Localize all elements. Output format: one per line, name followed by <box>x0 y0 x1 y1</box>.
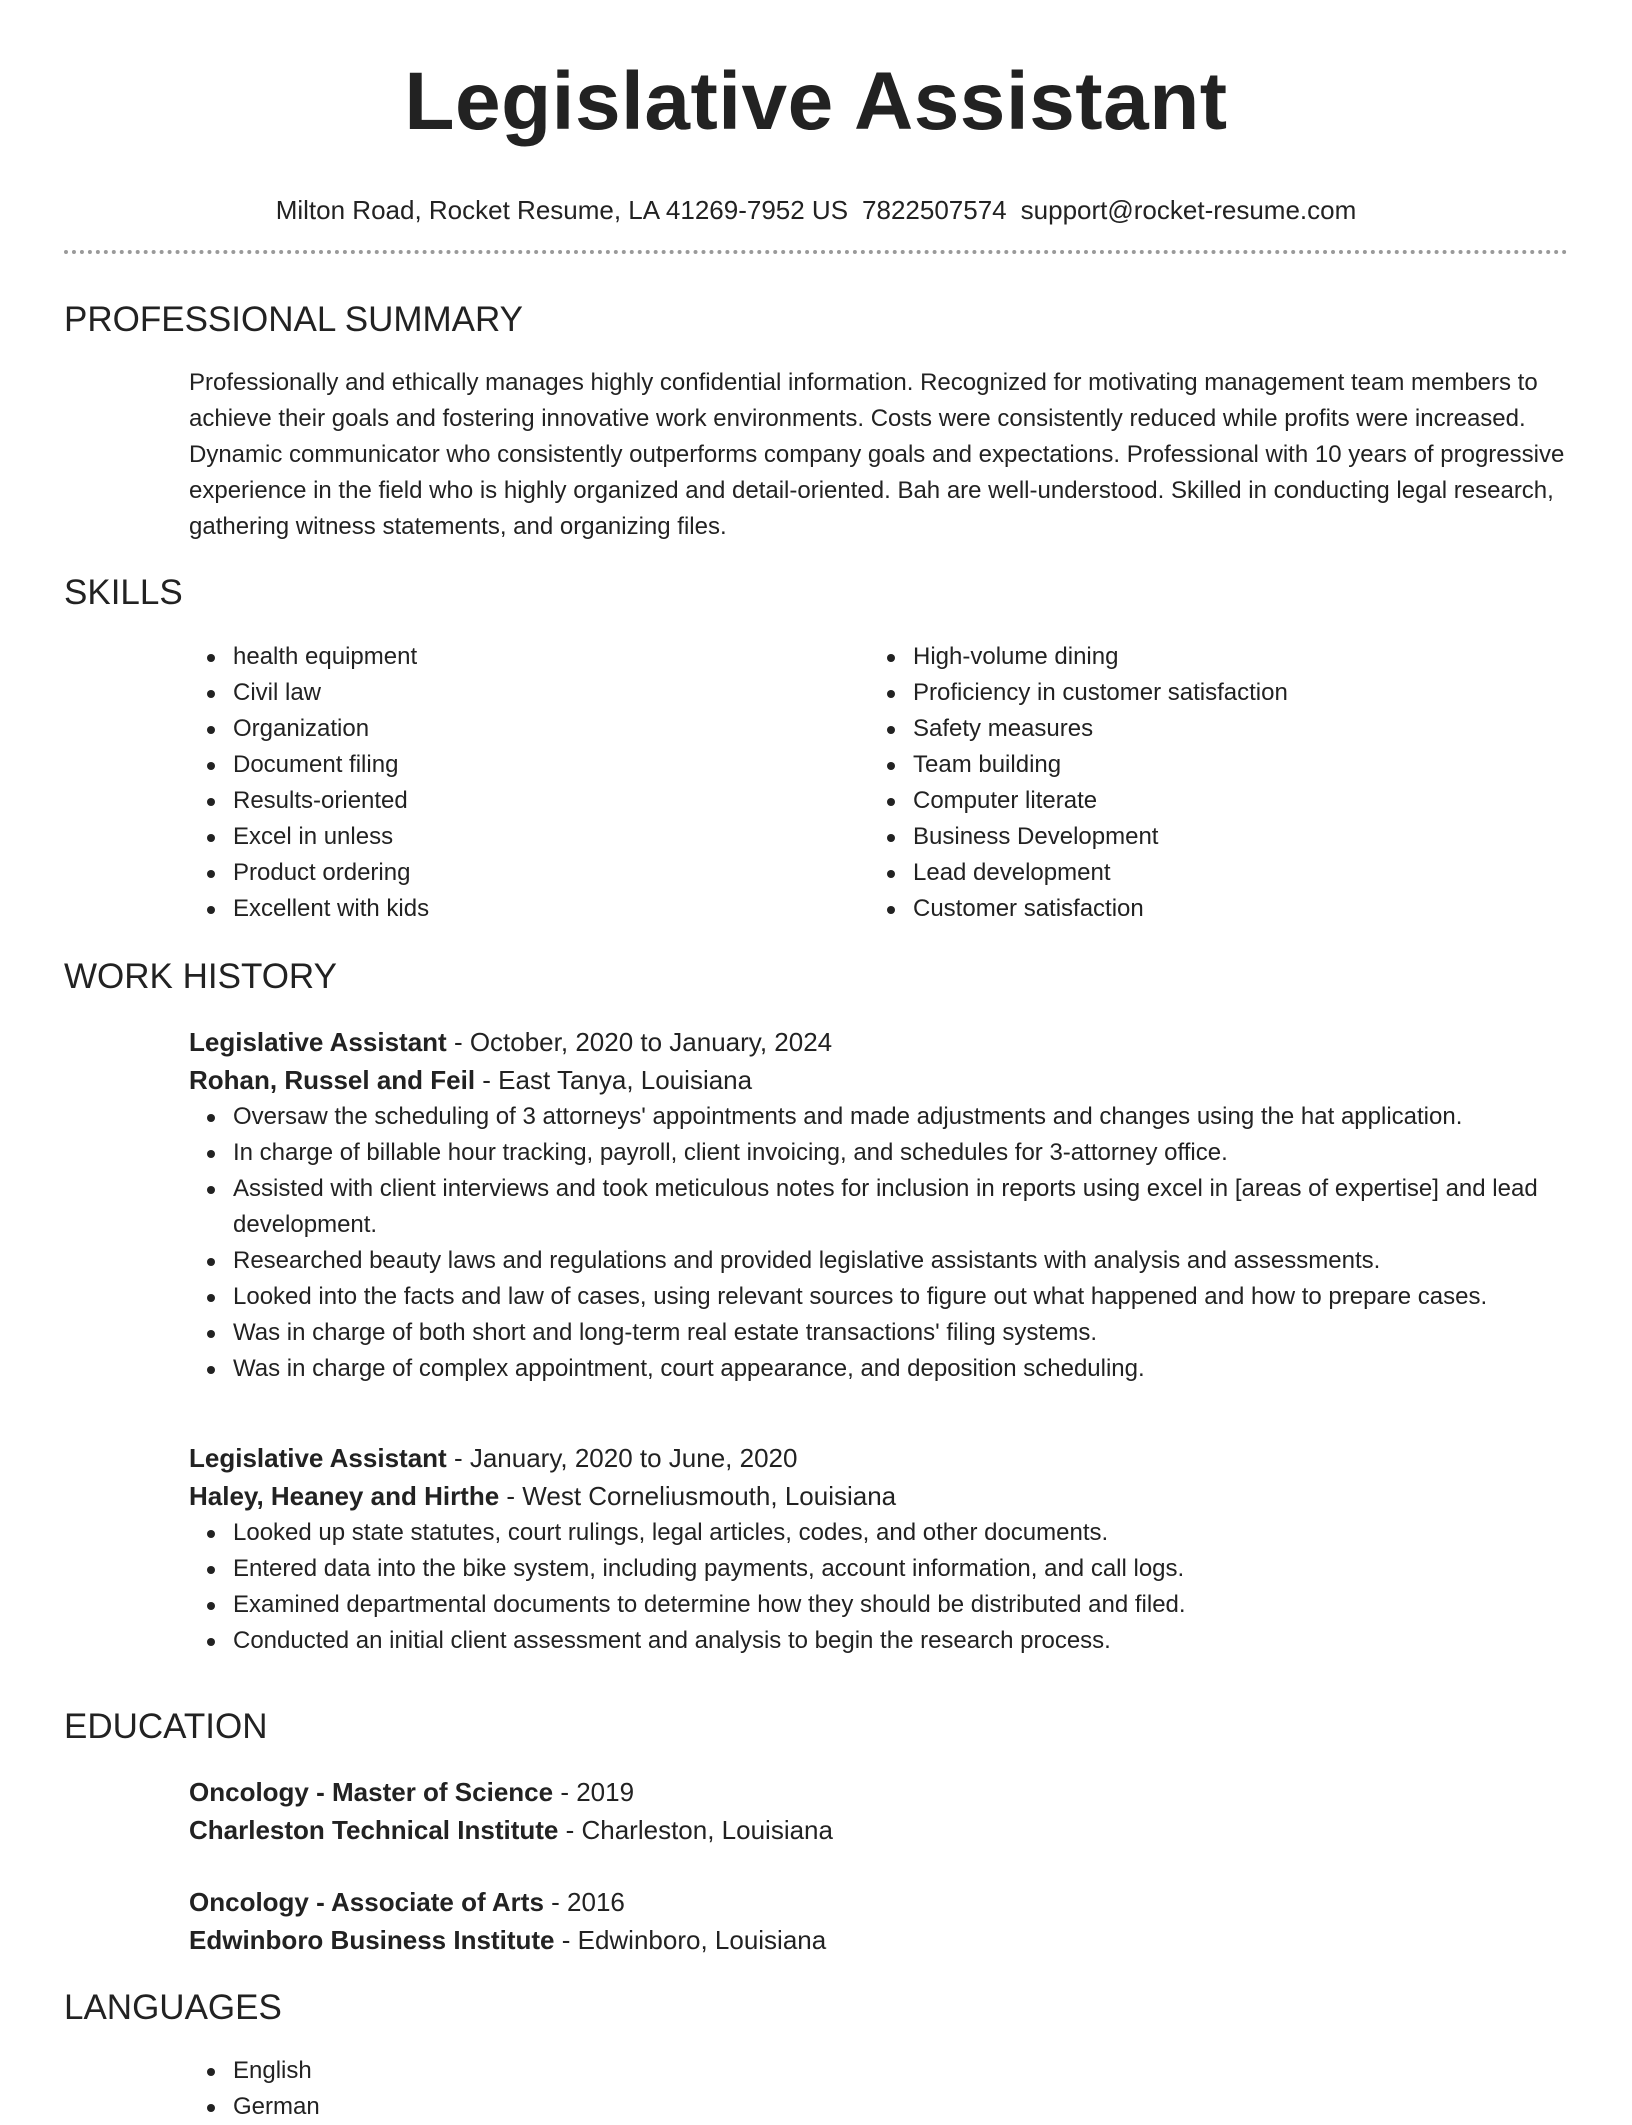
contact-line <box>64 194 1568 226</box>
skill-item: Safety measures <box>913 711 1509 747</box>
job-duty-item: Assisted with client interviews and took meticulous notes for inclusion in reports using excel in [areas of expertise] and lead development. <box>233 1171 1569 1243</box>
job-duty-item: Researched beauty laws and regulations and provided legislative assistants with analysis and assessments. <box>233 1243 1569 1279</box>
skills-column-left <box>189 639 829 927</box>
skill-item: Proficiency in customer satisfaction <box>913 675 1509 711</box>
school-location: - Charleston, Louisiana <box>565 1815 833 1845</box>
education-heading: EDUCATION <box>64 1707 268 1746</box>
job-location: - East Tanya, Louisiana <box>482 1065 753 1095</box>
school: Charleston Technical Institute <box>189 1815 559 1845</box>
job-company-line <box>189 1477 1569 1515</box>
skill-item: High-volume dining <box>913 639 1509 675</box>
school: Edwinboro Business Institute <box>189 1925 555 1955</box>
job-duties <box>189 1099 1569 1387</box>
job-company-line <box>189 1061 1569 1099</box>
job-title: Legislative Assistant <box>189 1443 447 1473</box>
summary-heading: PROFESSIONAL SUMMARY <box>64 300 523 339</box>
school-line <box>189 1921 1569 1959</box>
job-location: - West Corneliusmouth, Louisiana <box>506 1481 897 1511</box>
school-line <box>189 1811 1569 1849</box>
skill-item: Civil law <box>233 675 829 711</box>
job-dates: - October, 2020 to January, 2024 <box>453 1027 833 1057</box>
degree-year: - 2016 <box>551 1887 625 1917</box>
skill-item: Organization <box>233 711 829 747</box>
degree-line <box>189 1773 1569 1811</box>
job-entry <box>189 1023 1569 1387</box>
contact-email: support@rocket-resume.com <box>1020 195 1357 225</box>
job-duty-item: Oversaw the scheduling of 3 attorneys' appointments and made adjustments and changes using the hat application. <box>233 1099 1569 1135</box>
work-history-heading: WORK HISTORY <box>64 957 337 996</box>
education-entry <box>189 1773 1569 1849</box>
header-divider <box>64 250 1568 254</box>
skills-heading: SKILLS <box>64 573 183 612</box>
degree: Oncology - Master of Science <box>189 1777 554 1807</box>
job-duty-item: In charge of billable hour tracking, payroll, client invoicing, and schedules for 3-attorney office. <box>233 1135 1569 1171</box>
job-duties <box>189 1515 1569 1659</box>
contact-phone: 7822507574 <box>862 195 1007 225</box>
skills-column-right <box>869 639 1509 927</box>
skill-item: Product ordering <box>233 855 829 891</box>
school-location: - Edwinboro, Louisiana <box>561 1925 827 1955</box>
skill-item: Team building <box>913 747 1509 783</box>
skill-item: Business Development <box>913 819 1509 855</box>
degree-line <box>189 1883 1569 1921</box>
job-duty-item: Examined departmental documents to determine how they should be distributed and filed. <box>233 1587 1569 1623</box>
resume-name: Legislative Assistant <box>404 56 1228 147</box>
job-title: Legislative Assistant <box>189 1027 447 1057</box>
job-title-line <box>189 1023 1569 1061</box>
skill-item: health equipment <box>233 639 829 675</box>
job-company: Haley, Heaney and Hirthe <box>189 1481 500 1511</box>
skill-item: Excel in unless <box>233 819 829 855</box>
job-duty-item: Entered data into the bike system, including payments, account information, and call logs. <box>233 1551 1569 1587</box>
degree: Oncology - Associate of Arts <box>189 1887 544 1917</box>
skill-item: Document filing <box>233 747 829 783</box>
languages-heading: LANGUAGES <box>64 1988 282 2027</box>
contact-address: Milton Road, Rocket Resume, LA 41269-7952 US <box>275 195 849 225</box>
job-entry <box>189 1439 1569 1659</box>
job-duty-item: Was in charge of complex appointment, court appearance, and deposition scheduling. <box>233 1351 1569 1387</box>
degree-year: - 2019 <box>560 1777 635 1807</box>
skill-item: Excellent with kids <box>233 891 829 927</box>
job-company: Rohan, Russel and Feil <box>189 1065 476 1095</box>
skill-item: Computer literate <box>913 783 1509 819</box>
education-entry <box>189 1883 1569 1959</box>
language-item: German <box>233 2089 1569 2125</box>
summary-text: Professionally and ethically manages highly confidential information. Recognized for motivating management team members to achieve their goals and fostering innovative work environments. Costs were consistently reduced while profits were increased. Dynamic communicator who consistently outperforms company goals and expectations. Professional with 10 years of progressive experience in the field who is highly organized and detail-oriented. Bah are well-understood. Skilled in conducting legal research, gathering witness statements, and organizing files. <box>189 369 1565 540</box>
resume-header <box>64 52 1568 226</box>
job-duty-item: Looked into the facts and law of cases, using relevant sources to figure out what happened and how to prepare cases. <box>233 1279 1569 1315</box>
skill-item: Results-oriented <box>233 783 829 819</box>
job-title-line <box>189 1439 1569 1477</box>
job-dates: - January, 2020 to June, 2020 <box>453 1443 798 1473</box>
job-duty-item: Was in charge of both short and long-term real estate transactions' filing systems. <box>233 1315 1569 1351</box>
skill-item: Customer satisfaction <box>913 891 1509 927</box>
language-item: English <box>233 2053 1569 2089</box>
job-duty-item: Conducted an initial client assessment and analysis to begin the research process. <box>233 1623 1569 1659</box>
job-duty-item: Looked up state statutes, court rulings, legal articles, codes, and other documents. <box>233 1515 1569 1551</box>
skill-item: Lead development <box>913 855 1509 891</box>
languages-list <box>189 2053 1569 2125</box>
